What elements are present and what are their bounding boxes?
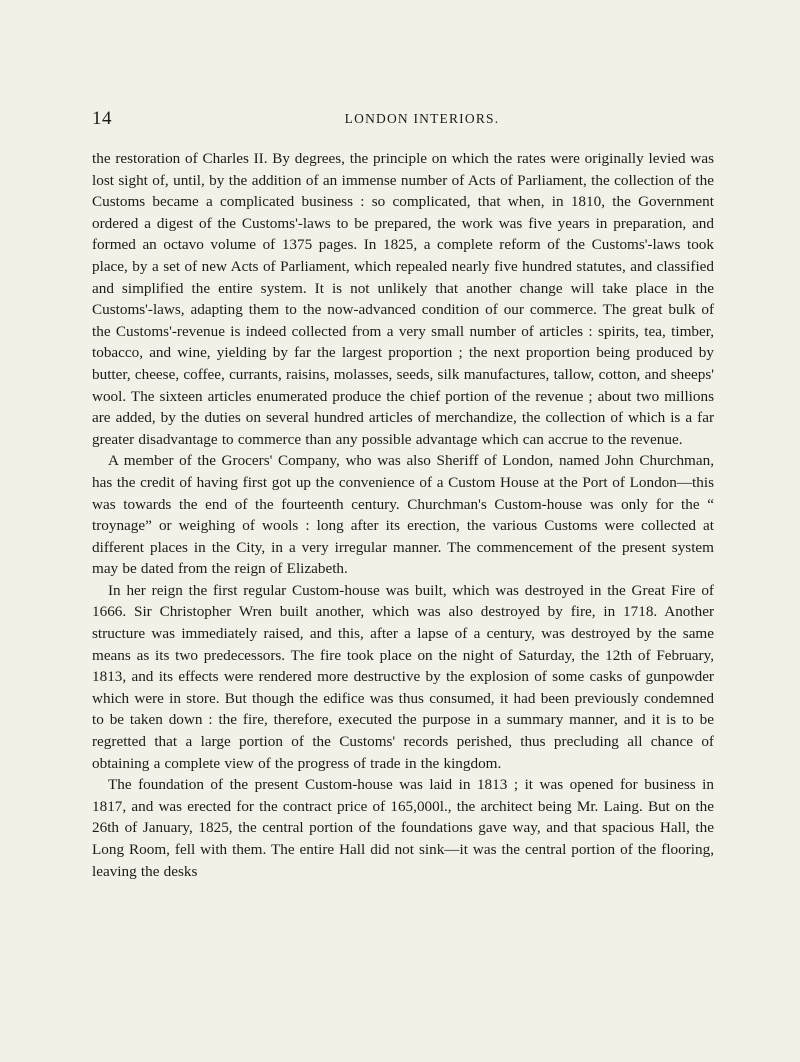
paragraph-churchman: A member of the Grocers' Company, who was also Sheriff of London, named John Churchman, has the credit of having first got up the convenience of a Custom House at the Port of London—this was towards the end of the fourteenth century. Churchman's Custom-house was only for the “ troynage” or weighing of wools : long after its erection, the various Customs were collected at different places in the City, in a very irregular manner. The commencement of the present system may be dated from the reign of Elizabeth. (92, 452, 714, 578)
page-number: 14 (92, 108, 112, 129)
paragraph-customs-laws: the restoration of Charles II. By degrees, the principle on which the rates were originally levied was lost sight of, until, by the addition of an immense number of Acts of Parliament, the collection of the Customs became a complicated business : so complicated, that when, in 1810, the Government ordered a digest of the Customs'-laws to be prepared, the work was five years in preparation, and formed an octavo volume of 1375 pages. In 1825, a complete reform of the Customs'-laws took place, by a set of new Acts of Parliament, which repealed nearly five hundred statutes, and classified and simplified the entire system. It is not unlikely that another change will take place in the Customs'-laws, adapting them to the now-advanced condition of our commerce. The great bulk of the Customs'-revenue is indeed collected from a very small number of articles : spirits, tea, timber, tobacco, and wine, yielding by far the largest proportion ; the next proportion being produced by butter, cheese, coffee, currants, raisins, molasses, seeds, silk manufactures, tallow, cotton, and sheeps' wool. The sixteen articles enumerated produce the chief portion of the revenue ; about two millions are added, by the duties on several hundred articles of merchandize, the collection of which is a far greater disadvantage to commerce than any possible advantage which can accrue to the revenue. (92, 150, 714, 448)
running-head (92, 108, 714, 130)
paragraph-elizabeth-reign: In her reign the first regular Custom-house was built, which was destroyed in the Great Fire of 1666. Sir Christopher Wren built another, which was also destroyed by fire, in 1718. Another structure was immediately raised, and this, after a lapse of a century, was destroyed by the same means as its two predecessors. The fire took place on the night of Saturday, the 12th of February, 1813, and its effects were rendered more destructive by the explosion of some casks of gunpowder which were in store. But though the edifice was thus consumed, it had been previously condemned to be taken down : the fire, therefore, executed the purpose in a summary manner, and it is to be regretted that a large portion of the Customs' records perished, thus precluding all chance of obtaining a complete view of the progress of trade in the kingdom. (92, 581, 714, 772)
paragraph-present-custom-house: The foundation of the present Custom-house was laid in 1813 ; it was opened for business in 1817, and was erected for the contract price of 165,000l., the architect being Mr. Laing. But on the 26th of January, 1825, the central portion of the foundations gave way, and that spacious Hall, the Long Room, fell with them. The entire Hall did not sink—it was the central portion of the flooring, leaving the desks (92, 776, 714, 880)
running-title: LONDON INTERIORS. (344, 111, 500, 126)
body-text (92, 148, 714, 882)
